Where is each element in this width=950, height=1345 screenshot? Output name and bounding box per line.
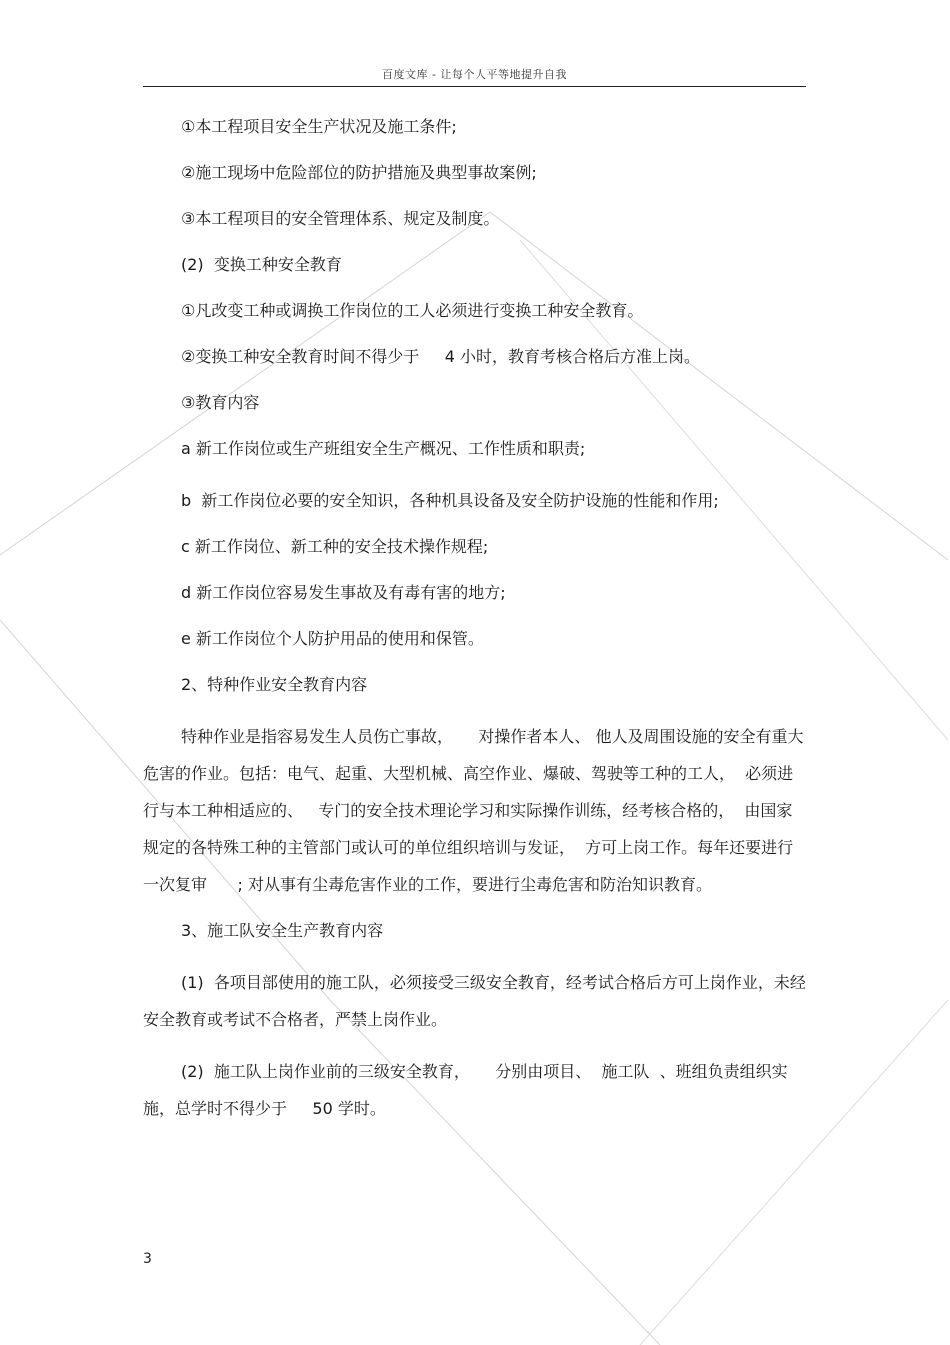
list-item: b 新工作岗位必要的安全知识，各种机具设备及安全防护设施的性能和作用; <box>181 491 719 510</box>
paragraph: (1) 各项目部使用的施工队，必须接受三级安全教育，经考试合格后方可上岗作业，未经安全教育或考试不合格者，严禁上岗作业。 <box>143 973 806 1029</box>
paragraph: ②施工现场中危险部位的防护措施及典型事故案例; <box>181 163 537 182</box>
paragraph: ②变换工种安全教育时间不得少于 4 小时，教育考核合格后方准上岗。 <box>181 347 701 366</box>
document-body <box>143 114 806 1127</box>
list-item: c 新工作岗位、新工种的安全技术操作规程; <box>181 537 489 556</box>
paragraph: ①凡改变工种或调换工作岗位的工人必须进行变换工种安全教育。 <box>181 301 644 320</box>
paragraph: ③教育内容 <box>181 393 260 412</box>
section-heading: (2) 变换工种安全教育 <box>181 255 342 274</box>
page-header: 百度文库 - 让每个人平等地提升自我 <box>382 68 567 81</box>
paragraph: (2) 施工队上岗作业前的三级安全教育， 分别由项目、 施工队 、班组负责组织实施，总学时不得少于 50 学时。 <box>143 1062 788 1118</box>
paragraph: 特种作业是指容易发生人员伤亡事故， 对操作者本人、 他人及周围设施的安全有重大危害的作业。包括：电气、起重、大型机械、高空作业、爆破、驾驶等工种的工人， 必须进行与本工种相适应的、 专门的安全技术理论学习和实际操作训练，经考核合格的， 由国家规定的各特殊工种的主管部门或认可的单位组织培训与发证， 方可上岗工作。每年还要进行一次复审 ; 对从事有尘毒危害作业的工作，要进行尘毒危害和防治知识教育。 <box>143 727 804 894</box>
header-divider <box>143 86 806 87</box>
section-heading: 2、特种作业安全教育内容 <box>181 675 368 694</box>
list-item: d 新工作岗位容易发生事故及有毒有害的地方; <box>181 583 506 602</box>
page-number: 3 <box>143 1251 152 1267</box>
list-item: a 新工作岗位或生产班组安全生产概况、工作性质和职责; <box>181 439 586 458</box>
list-item: e 新工作岗位个人防护用品的使用和保管。 <box>181 629 484 648</box>
section-heading: 3、施工队安全生产教育内容 <box>181 921 384 940</box>
paragraph: ③本工程项目的安全管理体系、规定及制度。 <box>181 209 500 228</box>
paragraph: ①本工程项目安全生产状况及施工条件; <box>181 117 457 136</box>
